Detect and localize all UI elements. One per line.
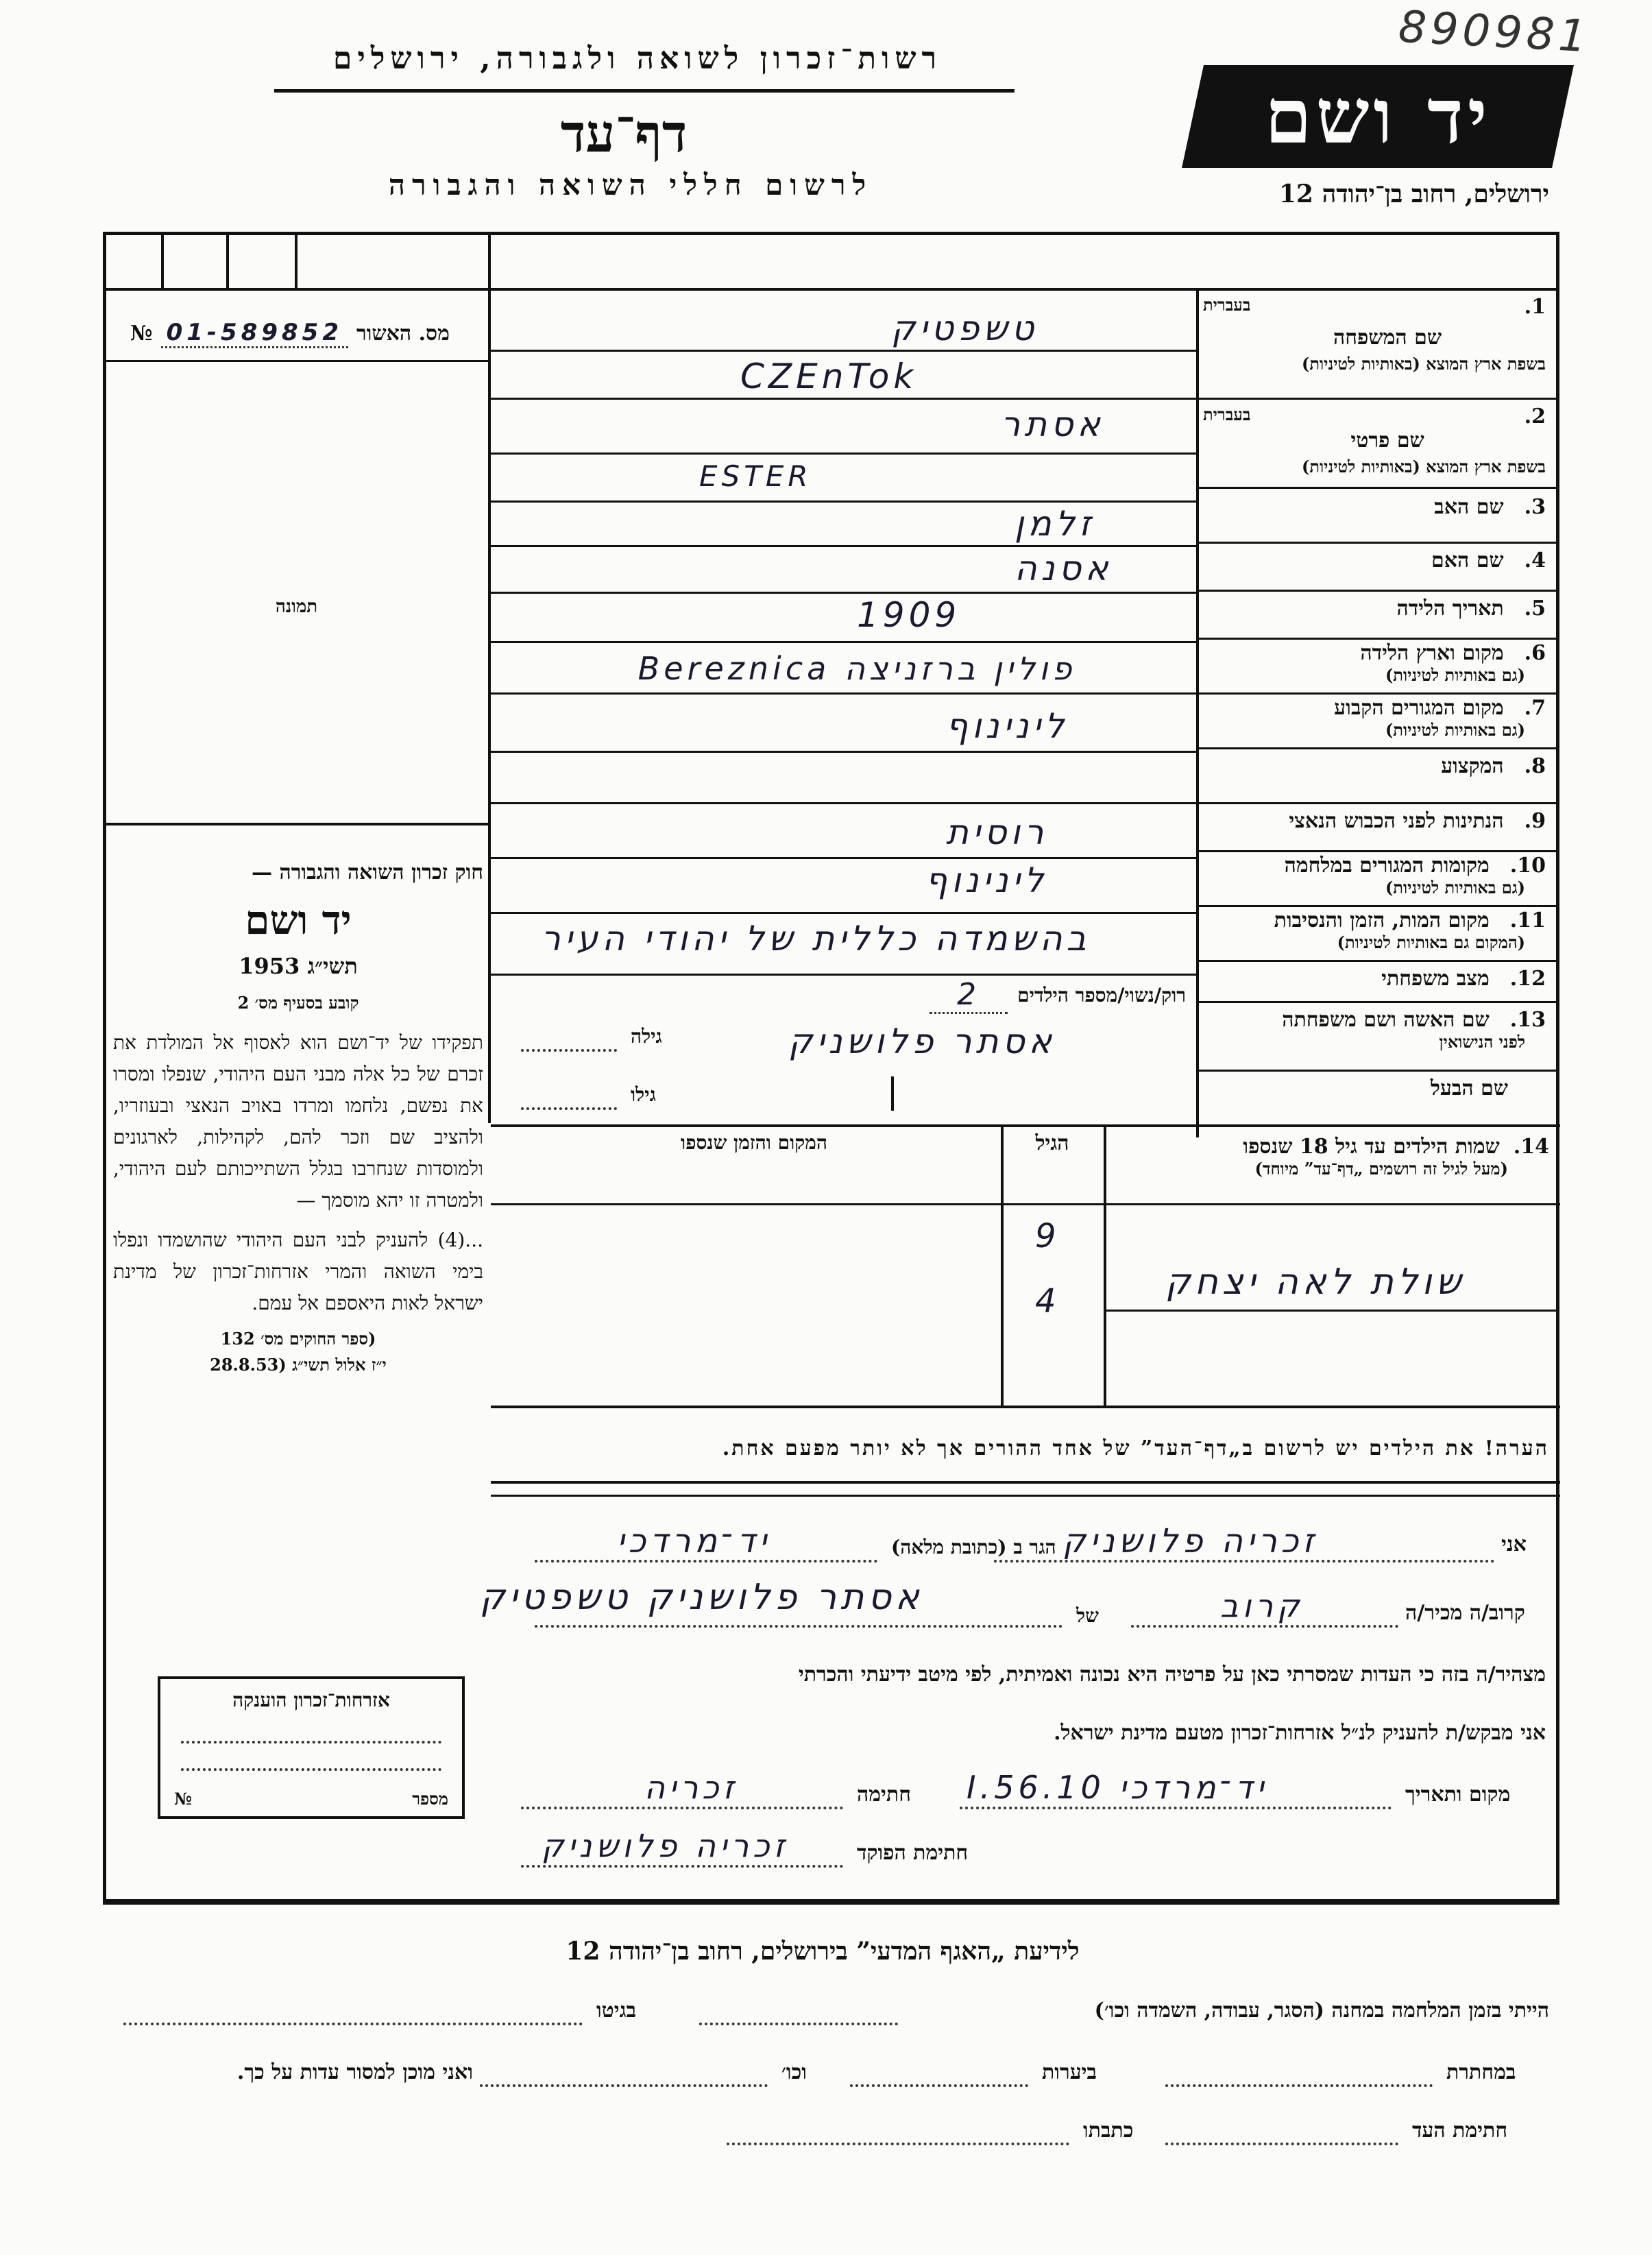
labels-divider (1196, 291, 1199, 1137)
decl-statement: מצהיר/ה בזה כי העדות שמסרתי כאן על פרטיה היא נכונה ואמיתית, לפי מיטב ידיעתי והכרתי (798, 1663, 1546, 1687)
citizenship-number-label: מספר (412, 1789, 448, 1809)
decl-officer-label: חתימת הפוקד (857, 1841, 969, 1865)
bottom-line1-a: הייתי בזמן המלחמה במחנה (הסגר, עבודה, השמדה וכו׳) (1094, 1999, 1549, 2023)
decl-i-label: אני (1501, 1532, 1527, 1556)
field-12-status-row (788, 977, 1186, 1014)
field-8-label: המקצוע (1441, 754, 1504, 778)
field-9-num: 9. (1524, 809, 1546, 833)
law-clause: קובע בסעיף מס׳ 2 (237, 993, 359, 1013)
field-8-labels (1203, 754, 1546, 778)
decl-resides-label: הגר ב (כתובת מלאה) (891, 1536, 1056, 1558)
field-6-num: 6. (1524, 641, 1546, 665)
field-12-label: מצב משפחתי (1381, 967, 1490, 991)
field-3-labels (1203, 495, 1546, 519)
field-7-label: מקום המגורים הקבוע (1334, 696, 1504, 720)
approval-label: מס. האשור (356, 322, 450, 346)
field-4-num: 4. (1524, 548, 1546, 572)
field-12-status-label: רוק/נשוי/מספר הילדים (1017, 984, 1186, 1006)
law-body-2: ...(4) להעניק לבני העם היהודי שהושמדו ונפלו בימי השואה והמרי אזרחות־זכרון של מדינת ישראל לאות היאספם אל עמם. (113, 1229, 483, 1314)
field-1-sub-latin: בשפת ארץ המוצא (באותיות לטיניות) (1302, 354, 1546, 374)
field-3-value[interactable]: זלמן (1015, 504, 1095, 544)
field-5-num: 5. (1524, 596, 1546, 620)
child-row-2-name[interactable]: שולת לאה יצחק (1165, 1262, 1466, 1303)
logo-text: יד ושם (1264, 72, 1492, 160)
field-12-num: 12. (1509, 967, 1546, 991)
field-7-value[interactable]: לינינוף (946, 706, 1069, 746)
authority-underline (274, 89, 1015, 93)
field-13-age-wife-label: גילה (631, 1025, 662, 1048)
field-6-value[interactable]: פולין ברזניצה Bereznica (637, 650, 1076, 687)
field-12-labels (1203, 967, 1546, 991)
authority-line: רשות־זכרון לשואה ולגבורה, ירושלים (332, 41, 943, 76)
law-year: תשי״ג 1953 (239, 953, 358, 979)
bottom-line2-c: וכו׳ (781, 2060, 807, 2084)
field-10-sub: (גם באותיות לטיניות) (1385, 878, 1525, 897)
field-2-label: שם פרטי (1350, 429, 1424, 453)
child-row-1-age[interactable]: 9 (1035, 1217, 1060, 1255)
field-10-num: 10. (1509, 854, 1546, 878)
field-7-num: 7. (1524, 696, 1546, 720)
field-11-labels (1203, 908, 1546, 953)
decl-signature-label: חתימה (857, 1783, 911, 1807)
field-3-num: 3. (1524, 495, 1546, 519)
field-11-num: 11. (1509, 908, 1546, 932)
law-brand: יד ושם (245, 897, 352, 943)
decl-relative-label: קרוב/ה מכיר/ה (1405, 1601, 1525, 1625)
field-10-label: מקומות המגורים במלחמה (1284, 854, 1490, 878)
field-5-label: תאריך הלידה (1396, 596, 1504, 620)
field-9-label: הנתינות לפני הכבוש הנאצי (1289, 809, 1504, 833)
decl-of-label: של (1076, 1604, 1099, 1627)
field-2-value-hebrew[interactable]: אסתר (1001, 405, 1104, 444)
field-9-labels (1203, 809, 1546, 833)
field-1-num: 1. (1524, 295, 1546, 319)
field-11-sub: (המקום גם באותיות לטיניות) (1337, 932, 1525, 952)
field-2-num: 2. (1524, 405, 1546, 429)
approval-number-value: 01-589852 (161, 319, 348, 348)
field-2-sub-latin: בשפת ארץ המוצא (באותיות לטיניות) (1302, 457, 1546, 477)
form-title: דף־עד (560, 103, 688, 164)
children-sub: (מעל לגיל זה רושמים „דף־עד” מיוחד) (1254, 1159, 1508, 1179)
field-13-value[interactable]: אסתר פלושניק (788, 1022, 1056, 1061)
field-6-label: מקום וארץ הלידה (1360, 641, 1504, 665)
field-5-labels (1203, 596, 1546, 620)
field-13-sub: לפני הנישואין (1439, 1032, 1525, 1052)
approval-prefix: № (130, 322, 153, 346)
decl-place-date-value[interactable]: יד־מרדכי 10.I.56 (967, 1769, 1268, 1806)
field-13-num: 13. (1509, 1008, 1546, 1032)
field-7-sub: (גם באותיות לטיניות) (1385, 720, 1525, 740)
decl-i-value[interactable]: זכריה פלושניק (1062, 1522, 1318, 1560)
decl-of-value[interactable]: אסתר פלושניק טשפטיק (480, 1577, 923, 1618)
child-row-2-age[interactable]: 4 (1035, 1282, 1060, 1321)
children-label: שמות הילדים עד גיל 18 שנספו (1243, 1135, 1500, 1159)
children-note: הערה! את הילדים יש לרשום ב„דף־העד” של אחד ההורים אך לא יותר מפעם אחת. (722, 1436, 1549, 1460)
field-1-labels (1203, 295, 1546, 374)
sidebar-divider (488, 232, 491, 1123)
decl-relative-value[interactable]: קרוב (1220, 1587, 1304, 1624)
field-6-labels (1203, 641, 1546, 686)
field-1-value-hebrew[interactable]: טשפטיק (891, 309, 1038, 348)
field-1-sub-hebrew: בעברית (1203, 295, 1251, 315)
field-7-labels (1203, 696, 1546, 740)
decl-place-date-label: מקום ותאריך (1405, 1783, 1511, 1807)
law-source: (ספר החוקים מס׳ 132 (220, 1329, 376, 1349)
field-13-label: שם האשה ושם משפחתה (1282, 1008, 1490, 1032)
field-9-value[interactable]: רוסית (946, 812, 1048, 852)
field-10-value[interactable]: לינינוף (925, 860, 1048, 900)
field-2-labels (1203, 405, 1546, 477)
law-body: תפקידו של יד־ושם הוא לאסוף אל המולדת את זכרם של כל אלה מבני העם היהודי, שנפלו ומסרו את נפשם, נלחמו ומרדו באויב הנאצי ובעוזריו, ולהציב שם וזכר להם, לקהילות, לארגונים ולמוסדות שנחרבו בגלל השתייכותם לעם היהודי, ולמטרה זו יהא מוסמך — (113, 1031, 483, 1211)
field-13-husband-label: שם הבעל (1430, 1076, 1508, 1100)
field-2-value-latin[interactable]: ESTER (699, 459, 812, 493)
law-box (113, 860, 483, 1375)
archive-stamp-number: 890981 (1397, 1, 1592, 63)
children-age-header: הגיל (1035, 1131, 1069, 1155)
header-address: ירושלים, רחוב בן־יהודה 12 (1278, 180, 1549, 208)
field-11-value[interactable]: בהשמדה כללית של יהודי העיר (541, 919, 1091, 958)
photo-placeholder: תמונה (275, 596, 318, 617)
citizenship-title: אזרחות־זכרון הוענקה (232, 1689, 390, 1711)
decl-request: אני מבקש/ת להעניק לנ״ל אזרחות־זכרון מטעם מדינת ישראל. (1054, 1721, 1546, 1745)
bottom-line3-b: כתבתו (1083, 2119, 1134, 2143)
field-13-age-husband-label: גילו (631, 1083, 656, 1106)
field-10-labels (1203, 854, 1546, 898)
bottom-title: לידיעת „האגף המדעי” בירושלים, רחוב בן־יהודה 12 (566, 1937, 1080, 1966)
law-title: חוק זכרון השואה והגבורה — (252, 860, 483, 884)
bottom-line1-b: בגיטו (596, 1999, 637, 2023)
field-1-label: שם המשפחה (1333, 326, 1442, 350)
form-subtitle: לרשום חללי השואה והגבורה (388, 168, 873, 202)
field-8-num: 8. (1524, 754, 1546, 778)
field-2-sub-hebrew: בעברית (1203, 405, 1251, 424)
bottom-line2-a: במחתרת (1446, 2060, 1516, 2084)
field-5-value[interactable]: 1909 (857, 595, 961, 635)
field-4-labels (1203, 548, 1546, 572)
field-11-label: מקום המות, הזמן והנסיבות (1274, 908, 1490, 932)
law-date: י״ז אלול תשי״ג (28.8.53 (210, 1355, 387, 1375)
bottom-line2-b: ביערות (1042, 2060, 1097, 2084)
field-4-label: שם האם (1431, 548, 1504, 572)
field-4-value[interactable]: אסנה (1015, 548, 1113, 588)
field-1-value-latin[interactable]: CZEnTok (740, 357, 918, 396)
decl-signature-value[interactable]: זכריה (644, 1769, 738, 1806)
top-strip-line (103, 288, 1559, 291)
field-12-value[interactable]: 2 (930, 977, 1008, 1014)
bottom-line2-d: ואני מוכן למסור עדות על כך. (236, 2060, 473, 2084)
field-3-label: שם האב (1434, 495, 1504, 519)
decl-resides-value[interactable]: יד־מרדכי (617, 1522, 771, 1560)
field-6-sub: (גם באותיות לטיניות) (1385, 665, 1525, 685)
decl-officer-value[interactable]: זכריה פלושניק (542, 1827, 789, 1864)
children-num: 14. (1513, 1135, 1549, 1159)
citizenship-box (158, 1676, 465, 1819)
children-header (1117, 1135, 1549, 1179)
approval-number-row (130, 319, 480, 348)
citizenship-number-prefix: № (174, 1789, 193, 1809)
yad-vashem-logo (1182, 65, 1574, 168)
bottom-line3-a: חתימת העד (1412, 2119, 1508, 2143)
children-place-header: המקום והזמן שנספו (681, 1131, 827, 1154)
field-13-labels (1203, 1008, 1546, 1052)
